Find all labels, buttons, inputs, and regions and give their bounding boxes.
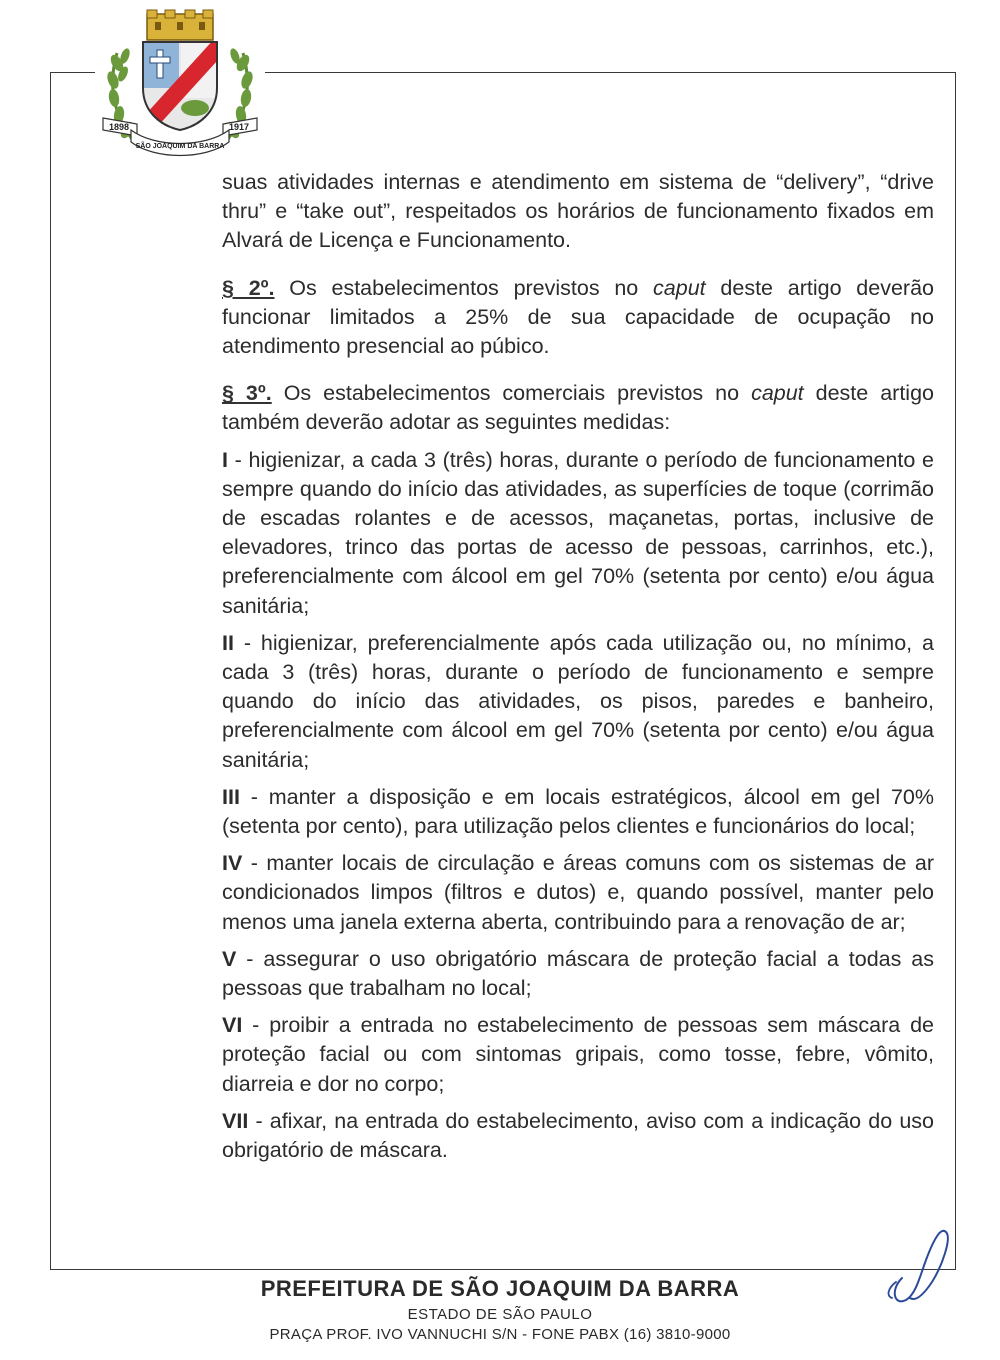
item-ii: II - higienizar, preferencialmente após cada utilização ou, no mínimo, a cada 3 (três) horas, durante o período de funcionamento e sempre quando do início das atividades, os pisos, paredes e banheiro, preferencialmente com álcool em gel 70% (setenta por cento) e/ou água sanitária; xyxy=(222,630,934,772)
crown-icon xyxy=(147,10,213,40)
paragraph-2: § 2º. Os estabelecimentos previstos no caput deste artigo deverão funcionar limitados a 25% de sua capacidade de ocupação no atendimento presencial ao púbico. xyxy=(222,275,934,359)
year-right-label: 1917 xyxy=(229,122,250,132)
item-iv: IV - manter locais de circulação e áreas comuns com os sistemas de ar condicionados limpos (filtros e dutos) e, quando possível, manter pelo menos uma janela externa aberta, contribuindo para a renovação de ar; xyxy=(222,851,934,934)
footer-address: PRAÇA PROF. IVO VANNUCHI S/N - FONE PABX (16) 3810-9000 xyxy=(269,1326,731,1343)
item-vii: VII - afixar, na entrada do estabelecimento, aviso com a indicação do uso obrigatório de máscara. xyxy=(222,1108,934,1163)
paragraph-sign-3: § 3º. xyxy=(222,381,272,406)
item-v: V - assegurar o uso obrigatório máscara de proteção facial a todas as pessoas que trabalham no local; xyxy=(222,946,934,1001)
item-i: I - higienizar, a cada 3 (três) horas, durante o período de funcionamento e sempre quando do início das atividades, as superfícies de toque (corrimão de escadas rolantes e de acessos, maçanetas, portas, inclusive de elevadores, trinco das portas de acesso de pessoas, carrinhos, etc.), preferencialmente com álcool em gel 70% (setenta por cento) e/ou água sanitária; xyxy=(222,447,934,618)
item-vi: VI - proibir a entrada no estabelecimento de pessoas sem máscara de proteção facial ou com sintomas gripais, como tosse, febre, vômito, diarreia e dor no corpo; xyxy=(222,1013,934,1096)
shield-icon xyxy=(135,38,227,138)
paragraph-sign-2: § 2º. xyxy=(222,275,275,300)
year-left-label: 1898 xyxy=(109,122,130,132)
intro-paragraph: suas atividades internas e atendimento em sistema de “delivery”, “drive thru” e “take out”, respeitados os horários de funcionamento fixados em Alvará de Licença e Funcionamento. xyxy=(222,170,934,253)
paragraph-3: § 3º. Os estabelecimentos comerciais previstos no caput deste artigo também deverão adotar as seguintes medidas: xyxy=(222,381,934,435)
item-iii: III - manter a disposição e em locais estratégicos, álcool em gel 70% (setenta por cento), para utilização pelos clientes e funcionários do local; xyxy=(222,784,934,839)
footer-title: PREFEITURA DE SÃO JOAQUIM DA BARRA xyxy=(260,1276,740,1301)
coat-of-arms-logo xyxy=(95,8,265,158)
document-body xyxy=(222,168,934,1165)
ribbon-label: SÃO JOAQUIM DA BARRA xyxy=(135,143,225,150)
footer-state: ESTADO DE SÃO PAULO xyxy=(407,1306,593,1323)
